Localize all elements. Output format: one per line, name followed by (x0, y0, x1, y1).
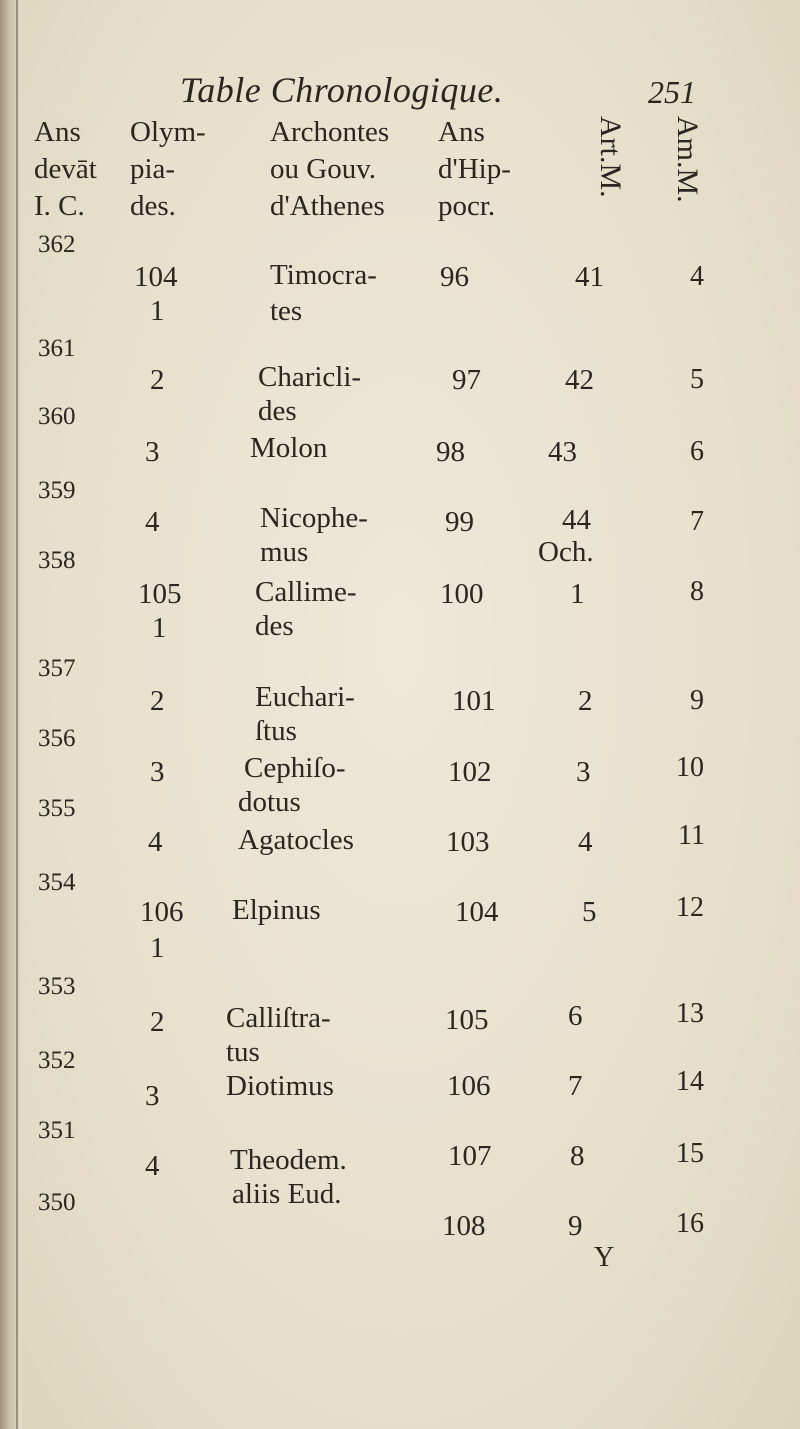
olympiad-year: 4 (148, 826, 163, 858)
year-label: 361 (38, 335, 76, 362)
art-m-note: Och. (538, 536, 594, 568)
olympiad-number: 104 (134, 261, 178, 293)
signature-mark: Y (594, 1242, 615, 1273)
am-m-year: 13 (676, 998, 704, 1029)
archon-name-cont: des (258, 395, 297, 427)
archon-name-cont: des (255, 610, 294, 642)
year-label: 351 (38, 1117, 76, 1144)
olympiad-year: 1 (150, 295, 165, 327)
year-label: 352 (38, 1047, 76, 1074)
olympiad-year: 3 (145, 1080, 160, 1112)
art-m-year: 1 (570, 578, 585, 610)
am-m-year: 12 (676, 892, 704, 923)
year-label: 356 (38, 725, 76, 752)
archon-name-cont: aliis Eud. (232, 1178, 342, 1210)
archon-name-cont: ſtus (255, 715, 297, 747)
am-m-year: 9 (690, 685, 704, 716)
archon-name: Diotimus (226, 1070, 334, 1102)
olympiad-number: 106 (140, 896, 184, 928)
olympiad-year: 3 (150, 756, 165, 788)
year-label: 354 (38, 869, 76, 896)
archon-name: Elpinus (232, 894, 321, 926)
art-m-year: 6 (568, 1000, 583, 1032)
olympiad-year: 4 (145, 506, 160, 538)
hippocrates-year: 99 (445, 506, 474, 538)
am-m-year: 7 (690, 506, 704, 537)
book-gutter (0, 0, 22, 1429)
art-m-year: 44 (562, 504, 591, 536)
year-label: 362 (38, 231, 76, 258)
archon-name-cont: dotus (238, 786, 301, 818)
header-art-m: Art.M. (594, 116, 627, 198)
art-m-year: 2 (578, 685, 593, 717)
hippocrates-year: 102 (448, 756, 492, 788)
archon-name: Calliſtra- (226, 1002, 331, 1034)
art-m-year: 43 (548, 436, 577, 468)
hippocrates-year: 98 (436, 436, 465, 468)
year-label: 353 (38, 973, 76, 1000)
archon-name: Nicophe- (260, 502, 368, 534)
archon-name: Agatocles (238, 824, 354, 856)
art-m-year: 7 (568, 1070, 583, 1102)
olympiad-year: 2 (150, 685, 165, 717)
gutter-line (16, 0, 18, 1429)
hippocrates-year: 101 (452, 685, 496, 717)
olympiad-year: 2 (150, 1006, 165, 1038)
art-m-year: 4 (578, 826, 593, 858)
hippocrates-year: 103 (446, 826, 490, 858)
am-m-year: 6 (690, 436, 704, 467)
am-m-year: 8 (690, 576, 704, 607)
hippocrates-year: 106 (447, 1070, 491, 1102)
olympiad-year: 1 (152, 612, 167, 644)
archon-name: Molon (250, 432, 328, 464)
art-m-year: 5 (582, 896, 597, 928)
year-label: 360 (38, 403, 76, 430)
olympiad-number: 105 (138, 578, 182, 610)
page-title: Table Chronologique. (180, 70, 504, 110)
header-hippocrate: Ans d'Hip- pocr. (438, 116, 511, 222)
art-m-year: 41 (575, 261, 604, 293)
am-m-year: 11 (678, 820, 705, 851)
hippocrates-year: 96 (440, 261, 469, 293)
hippocrates-year: 97 (452, 364, 481, 396)
archon-name-cont: tes (270, 295, 303, 327)
am-m-year: 5 (690, 364, 704, 395)
archon-name-cont: tus (226, 1036, 260, 1068)
hippocrates-year: 107 (448, 1140, 492, 1172)
archon-name-cont: mus (260, 536, 309, 568)
am-m-year: 14 (676, 1066, 704, 1097)
art-m-year: 42 (565, 364, 594, 396)
art-m-year: 3 (576, 756, 591, 788)
art-m-year: 8 (570, 1140, 585, 1172)
year-label: 359 (38, 477, 76, 504)
archon-name: Charicli- (258, 361, 362, 393)
archon-name: Euchari- (255, 681, 355, 713)
am-m-year: 16 (676, 1208, 704, 1239)
olympiad-year: 2 (150, 364, 165, 396)
hippocrates-year: 108 (442, 1210, 486, 1242)
header-ans-devant: Ans devāt I. C. (34, 116, 97, 222)
art-m-year: 9 (568, 1210, 583, 1242)
year-label: 357 (38, 655, 76, 682)
olympiad-year: 3 (145, 436, 160, 468)
hippocrates-year: 105 (445, 1004, 489, 1036)
archon-name: Theodem. (230, 1144, 347, 1176)
olympiad-year: 1 (150, 932, 165, 964)
am-m-year: 4 (690, 261, 704, 292)
archon-name: Callime- (255, 576, 357, 608)
header-olympiades: Olym- pia- des. (130, 116, 206, 222)
archon-name: Timocra- (270, 259, 377, 291)
page-number: 251 (648, 74, 696, 110)
year-label: 355 (38, 795, 76, 822)
am-m-year: 15 (676, 1138, 704, 1169)
year-label: 358 (38, 547, 76, 574)
hippocrates-year: 104 (455, 896, 499, 928)
am-m-year: 10 (676, 752, 704, 783)
header-am-m: Am.M. (671, 116, 704, 203)
olympiad-year: 4 (145, 1150, 160, 1182)
archon-name: Cephiſo- (244, 752, 346, 784)
hippocrates-year: 100 (440, 578, 484, 610)
year-label: 350 (38, 1189, 76, 1216)
header-archontes: Archontes ou Gouv. d'Athenes (270, 116, 390, 222)
